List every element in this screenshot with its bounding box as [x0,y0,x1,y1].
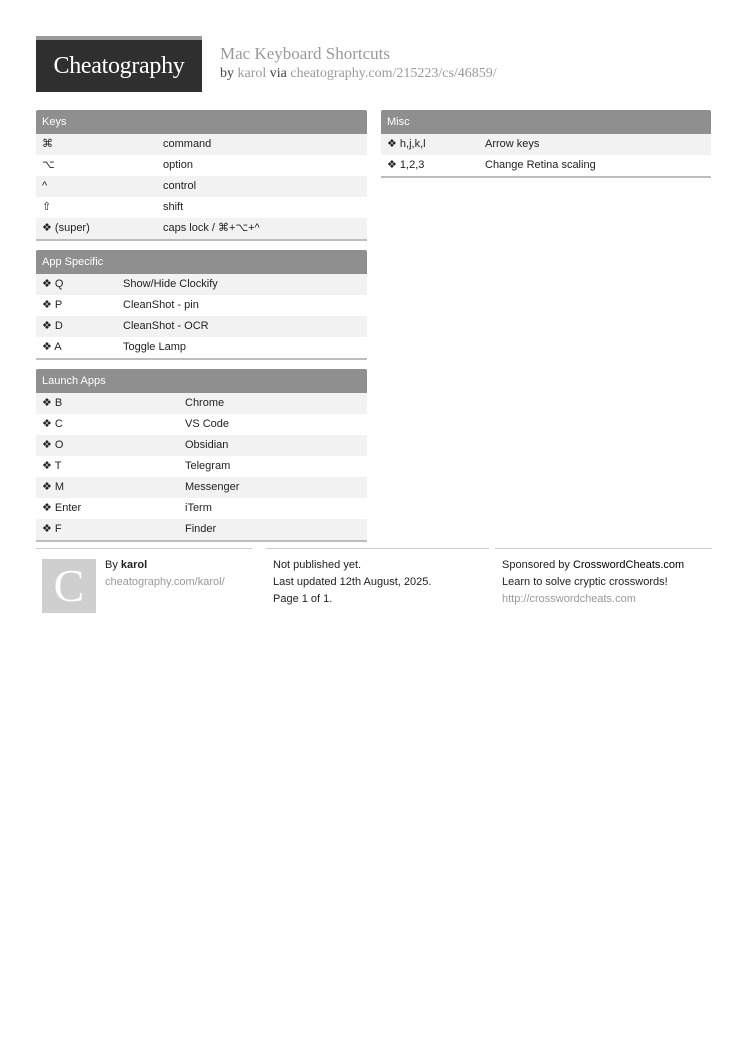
shortcut-key: ❖ B [42,397,63,409]
shortcut-key: ❖ D [42,320,63,332]
table-row [36,155,367,176]
table-row [381,134,711,155]
table-row [36,477,367,498]
shortcut-description: Finder [185,523,217,535]
shortcut-description: Telegram [185,460,231,472]
section-launch-apps [36,369,367,542]
page-title: Mac Keyboard Shortcuts [220,44,390,63]
footer-status [266,548,489,608]
shortcut-key: ⇧ [42,201,52,213]
section-title: Launch Apps [36,369,367,393]
shortcut-key: ❖ F [42,523,62,535]
shortcut-key: ❖ M [42,481,65,493]
shortcut-description: Obsidian [185,439,229,451]
title-block [220,44,497,84]
shortcut-description: caps lock / ⌘+⌥+^ [163,222,260,234]
sponsor-link[interactable]: CrosswordCheats.com [572,559,685,571]
page-header [36,36,712,94]
shortcut-description: option [163,159,193,171]
section-app-specific [36,250,367,360]
section-misc [381,110,711,178]
by-label: By [105,559,118,571]
via-label: via [269,66,287,81]
shortcut-key: ❖ C [42,418,63,430]
shortcut-description: CleanShot - pin [123,299,199,311]
shortcut-key: ⌘ [42,138,53,150]
shortcut-key: ❖ T [42,460,62,472]
sponsored-label: Sponsored by [502,559,570,571]
shortcut-key: ❖ 1,2,3 [387,159,425,171]
shortcut-description: Messenger [185,481,240,493]
table-row [36,176,367,197]
table-row [36,134,367,155]
shortcut-key: ❖ P [42,299,63,311]
shortcut-description: Show/Hide Clockify [123,278,218,290]
author-link[interactable]: karol [237,66,267,81]
shortcut-key: ❖ Enter [42,502,82,514]
shortcut-key: ❖ Q [42,278,64,290]
shortcut-description: Toggle Lamp [123,341,186,353]
table-row [36,414,367,435]
sponsor-url[interactable]: http://crosswordcheats.com [502,593,636,605]
last-updated: Last updated 12th August, 2025. [273,576,432,588]
table-row [36,456,367,477]
shortcut-description: Arrow keys [485,138,540,150]
section-title: Keys [36,110,367,134]
shortcut-description: shift [163,201,184,213]
shortcut-key: ❖ A [42,341,62,353]
table-row [36,295,367,316]
shortcut-description: iTerm [185,502,212,514]
shortcut-key: ❖ h,j,k,l [387,138,426,150]
shortcut-description: CleanShot - OCR [123,320,209,332]
page-number: Page 1 of 1. [273,593,333,605]
shortcut-description: command [163,138,212,150]
sponsor-tagline: Learn to solve cryptic crosswords! [502,576,668,588]
table-row [36,197,367,218]
table-row [36,218,367,239]
publish-status: Not published yet. [273,559,362,571]
shortcut-key: ❖ O [42,439,64,451]
shortcut-key: ^ [42,180,48,192]
section-keys [36,110,367,241]
table-row [381,155,711,176]
by-label: by [220,66,234,81]
byline [220,64,497,84]
shortcut-key: ⌥ [42,159,55,171]
footer-author [36,548,252,627]
shortcut-description: VS Code [185,418,230,430]
table-row [36,519,367,540]
shortcut-key: ❖ (super) [42,222,90,234]
shortcut-description: control [163,180,197,192]
shortcut-description: Chrome [185,397,225,409]
footer-author-link[interactable]: karol [120,559,148,571]
table-row [36,498,367,519]
footer-sponsor [495,548,712,608]
section-title: App Specific [36,250,367,274]
footer-author-url[interactable]: cheatography.com/karol/ [105,576,225,588]
cheatography-logo[interactable]: Cheatography [36,36,202,92]
table-row [36,393,367,414]
author-avatar[interactable]: C [42,559,96,613]
table-row [36,316,367,337]
table-row [36,337,367,358]
section-title: Misc [381,110,711,134]
table-row [36,274,367,295]
shortcut-description: Change Retina scaling [485,159,596,171]
table-row [36,435,367,456]
sheet-url-link[interactable]: cheatography.com/215223/cs/46859/ [290,66,497,81]
